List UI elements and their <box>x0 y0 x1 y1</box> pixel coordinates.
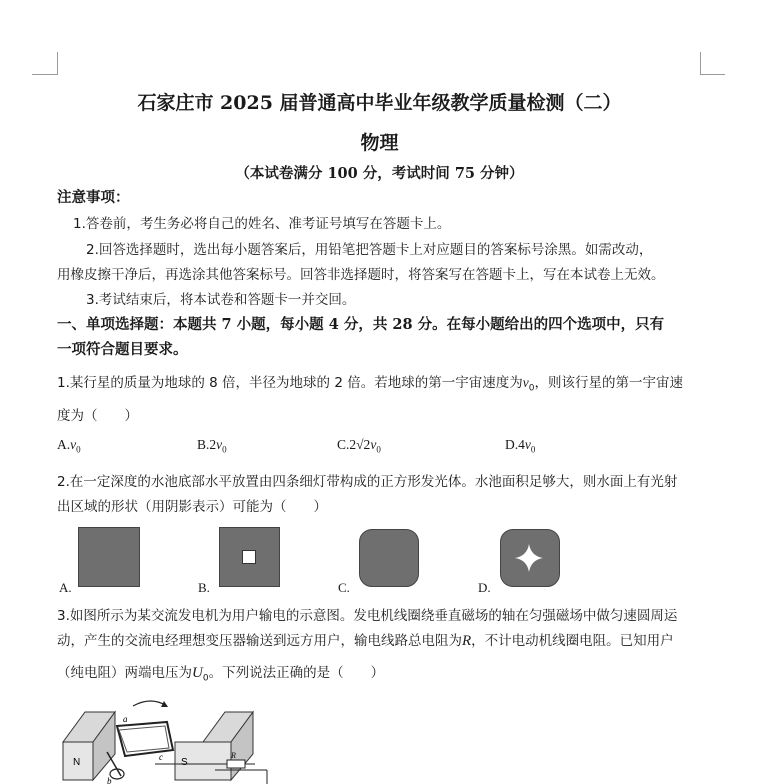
option-label: C. <box>337 437 350 452</box>
q1-stem-line-1 <box>57 371 683 394</box>
option-sub: 0 <box>76 444 81 455</box>
q2-option-d-label[interactable]: D. <box>478 580 491 595</box>
corner-mark-top-left-v <box>57 52 58 75</box>
q3-stem-line-2 <box>57 629 674 650</box>
option-symbol: v <box>370 437 377 452</box>
option-symbol: v <box>216 437 223 452</box>
q1-option-c[interactable] <box>337 437 381 455</box>
q3-stem-text: 动，产生的交流电经理想变压器输送到远方用户，输电线路总电阻为 <box>57 633 462 649</box>
option-symbol: v <box>524 437 531 452</box>
four-point-star-icon <box>514 543 544 573</box>
q3-symbol-r: R <box>462 633 472 649</box>
q1-option-b[interactable] <box>197 437 227 455</box>
figure-label-c: c <box>159 752 163 762</box>
q3-symbol-u: U <box>192 665 203 681</box>
q3-stem-line-3 <box>57 661 384 684</box>
q2-option-a-square <box>78 527 140 587</box>
option-radical: √2 <box>356 437 371 452</box>
q2-option-c-rounded-square <box>359 529 419 587</box>
q1-symbol-sub: 0 <box>528 383 535 394</box>
q1-stem-text: 1.某行星的质量为地球的 8 倍，半径为地球的 2 倍。若地球的第一宇宙速度为 <box>57 375 523 391</box>
figure-label-n: N <box>73 757 81 768</box>
exam-subject: 物理 <box>360 132 399 154</box>
option-label: A. <box>57 437 71 452</box>
notice-heading: 注意事项： <box>57 189 130 206</box>
q1-stem-text-end: ，则该行星的第一宇宙速 <box>534 375 683 391</box>
option-coef: 2 <box>209 437 217 452</box>
q2-option-b-label[interactable]: B. <box>198 580 210 595</box>
figure-label-s: S <box>181 757 188 768</box>
option-sub: 0 <box>530 444 536 455</box>
section-1-heading-line-1: 一、单项选择题：本题共 7 小题，每小题 4 分，共 28 分。在每小题给出的四个选项中，只有 <box>57 316 665 333</box>
generator-figure <box>55 692 275 784</box>
notice-item-3: 3.考试结束后，将本试卷和答题卡一并交回。 <box>86 292 356 308</box>
figure-label-a: a <box>123 714 128 724</box>
exam-subtitle: （本试卷满分 100 分，考试时间 75 分钟） <box>235 165 524 182</box>
q2-stem-line-1: 2.在一定深度的水池底部水平放置由四条细灯带构成的正方形发光体。水池面积足够大，则水面上有光射 <box>57 474 678 490</box>
option-sub: 0 <box>376 444 381 455</box>
q2-stem-line-2: 出区域的形状（用阴影表示）可能为（ ） <box>57 499 327 515</box>
corner-mark-top-right-v <box>700 52 701 75</box>
notice-item-2-line-1: 2.回答选择题时，选出每小题答案后，用铅笔把答题卡上对应题目的答案标号涂黑。如需改动， <box>86 242 653 258</box>
q1-option-a[interactable] <box>57 437 81 455</box>
q3-stem-text-end: ，不计电动机线圈电阻。已知用户 <box>471 633 674 649</box>
figure-label-r: R <box>231 751 236 760</box>
q1-symbol-v: v <box>522 375 529 390</box>
option-label: D. <box>505 437 519 452</box>
option-sub: 0 <box>222 444 227 455</box>
q2-option-b-hole <box>242 550 256 564</box>
option-coef: 4 <box>518 437 525 452</box>
q3-stem-text-end: 。下列说法正确的是（ ） <box>208 665 385 681</box>
q3-stem-line-1: 3.如图所示为某交流发电机为用户输电的示意图。发电机线圈绕垂直磁场的轴在匀强磁场中做匀速圆周运 <box>57 608 678 624</box>
notice-item-1: 1.答卷前，考生务必将自己的姓名、准考证号填写在答题卡上。 <box>73 216 451 232</box>
corner-mark-top-left-h <box>32 74 57 75</box>
option-label: B. <box>197 437 210 452</box>
exam-title: 石家庄市 2025 届普通高中毕业年级教学质量检测（二） <box>137 92 622 114</box>
notice-item-2-line-2: 用橡皮擦干净后，再选涂其他答案标号。回答非选择题时，将答案写在答题卡上，写在本试卷上无效。 <box>57 267 665 283</box>
q2-option-c-label[interactable]: C. <box>338 580 350 595</box>
corner-mark-top-right-h <box>700 74 725 75</box>
q1-stem-line-2: 度为（ ） <box>57 408 138 424</box>
section-1-heading-line-2: 一项符合题目要求。 <box>57 341 188 358</box>
q3-stem-text: （纯电阻）两端电压为 <box>57 665 192 681</box>
q3-symbol-sub: 0 <box>202 673 209 684</box>
figure-label-b: b <box>107 776 112 784</box>
q2-option-a-label[interactable]: A. <box>59 580 72 595</box>
option-symbol: v <box>70 437 77 452</box>
q1-option-d[interactable] <box>505 437 535 455</box>
option-coef: 2 <box>349 437 357 452</box>
